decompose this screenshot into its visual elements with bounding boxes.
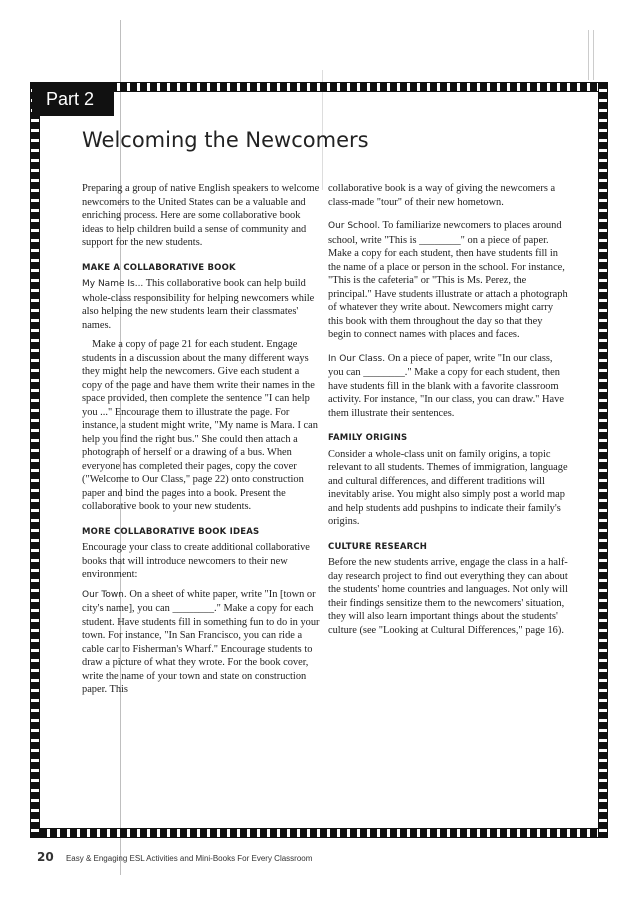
paragraph-text: On a sheet of white paper, write "In [town or city's name], you can ________." Make a copy for each student. Have students fill in something fun to do in your town. For instance, "In San Francisco, you can ride a cable car to Fisherman's Wharf." Encourage students to draw a picture of what they wrote. For the book cover, write the name of your town and state on construction paper. This bbox=[82, 588, 320, 695]
book-title: Easy & Engaging ESL Activities and Mini-Books For Every Classroom bbox=[65, 854, 313, 863]
page-number: 20 bbox=[37, 850, 54, 864]
left-column bbox=[82, 182, 322, 703]
paragraph bbox=[82, 588, 322, 697]
page-title: Welcoming the Newcomers bbox=[82, 128, 369, 152]
section-heading: MAKE A COLLABORATIVE BOOK bbox=[82, 262, 236, 273]
paragraph-text: To familiarize newcomers to places around school, write "This is ________" on a piece of paper. Make a copy for each student, then have students fill in the name of a place or person in the school. For instance, "This is the cafeteria" or "This is Ms. Perez, the principal." Have students illustrate or attach a photograph of whatever they write about. Newcomers might carry this book with them throughout the day so that they begin to connect names with places and faces. bbox=[328, 220, 568, 340]
paragraph: Before the new students arrive, engage the class in a half-day research project to find out everything they can about the students' home countries and languages. Not only will their findings sensitize them to the newcomers' situation, they will also learn important things about the students' culture (see "Looking at Cultural Differences," page 16). bbox=[328, 557, 568, 636]
border-right bbox=[598, 82, 608, 838]
right-column bbox=[328, 182, 568, 643]
paragraph-text: This collaborative book can help build whole-class responsibility for helping newcomers while also helping the new students learn their classmates' names. bbox=[82, 278, 315, 331]
scan-artifact-mark bbox=[588, 30, 594, 80]
border-top bbox=[30, 82, 608, 92]
paragraph bbox=[82, 277, 322, 332]
runin-label: My Name Is... bbox=[82, 279, 144, 289]
runin-label: Our Town. bbox=[82, 589, 127, 600]
section-heading: FAMILY ORIGINS bbox=[328, 433, 408, 443]
paragraph: Encourage your class to create additional collaborative books that will introduce newcomers to their new environment: bbox=[82, 542, 310, 580]
paragraph bbox=[328, 219, 568, 342]
runin-label: Our School. bbox=[328, 221, 381, 231]
part-label: Part 2 bbox=[32, 83, 114, 116]
intro-paragraph: Preparing a group of native English speakers to welcome newcomers to the United States can be a valuable and enriching process. Here are some collaborative book ideas to help children build a sense of community and support for the new students. bbox=[82, 183, 320, 248]
page-footer bbox=[37, 850, 312, 864]
paragraph-text: On a piece of paper, write "In our class, you can ________." Make a copy for each student, then have students fill in the blank with a favorite classroom activity. For instance, "In our class, you can draw." Have them illustrate their sentences. bbox=[328, 352, 564, 419]
section-heading: MORE COLLABORATIVE BOOK IDEAS bbox=[82, 526, 260, 537]
paragraph: Make a copy of page 21 for each student. Engage students in a discussion about the many different ways they might help the newcomers. Give each student a copy of the page and have them write their names in the space provided, then complete the sentence "I can help you ..." Encourage them to illustrate the page. For instance, a student might write, "My name is Mara. I can help you find the right bus." She could then attach a photograph of herself or a drawing of a bus. When everyone has completed their pages, copy the cover ("Welcome to Our Class," page 22) onto construction paper and bind the pages into a book. Present the collaborative book to your new students. bbox=[82, 339, 318, 512]
border-bottom bbox=[30, 828, 608, 838]
section-heading: CULTURE RESEARCH bbox=[328, 541, 428, 552]
paragraph: Consider a whole-class unit on family origins, a topic relevant to all students. Themes of immigration, language and cultural differences, and different traditions will inevitably arise. You might also simply post a world map and help students add pushpins to indicate their family's origins. bbox=[328, 448, 568, 527]
paragraph bbox=[328, 352, 568, 421]
runin-label: In Our Class. bbox=[328, 353, 386, 364]
paragraph: collaborative book is a way of giving the newcomers a class-made "tour" of their new hometown. bbox=[328, 183, 556, 208]
border-left bbox=[30, 82, 40, 838]
